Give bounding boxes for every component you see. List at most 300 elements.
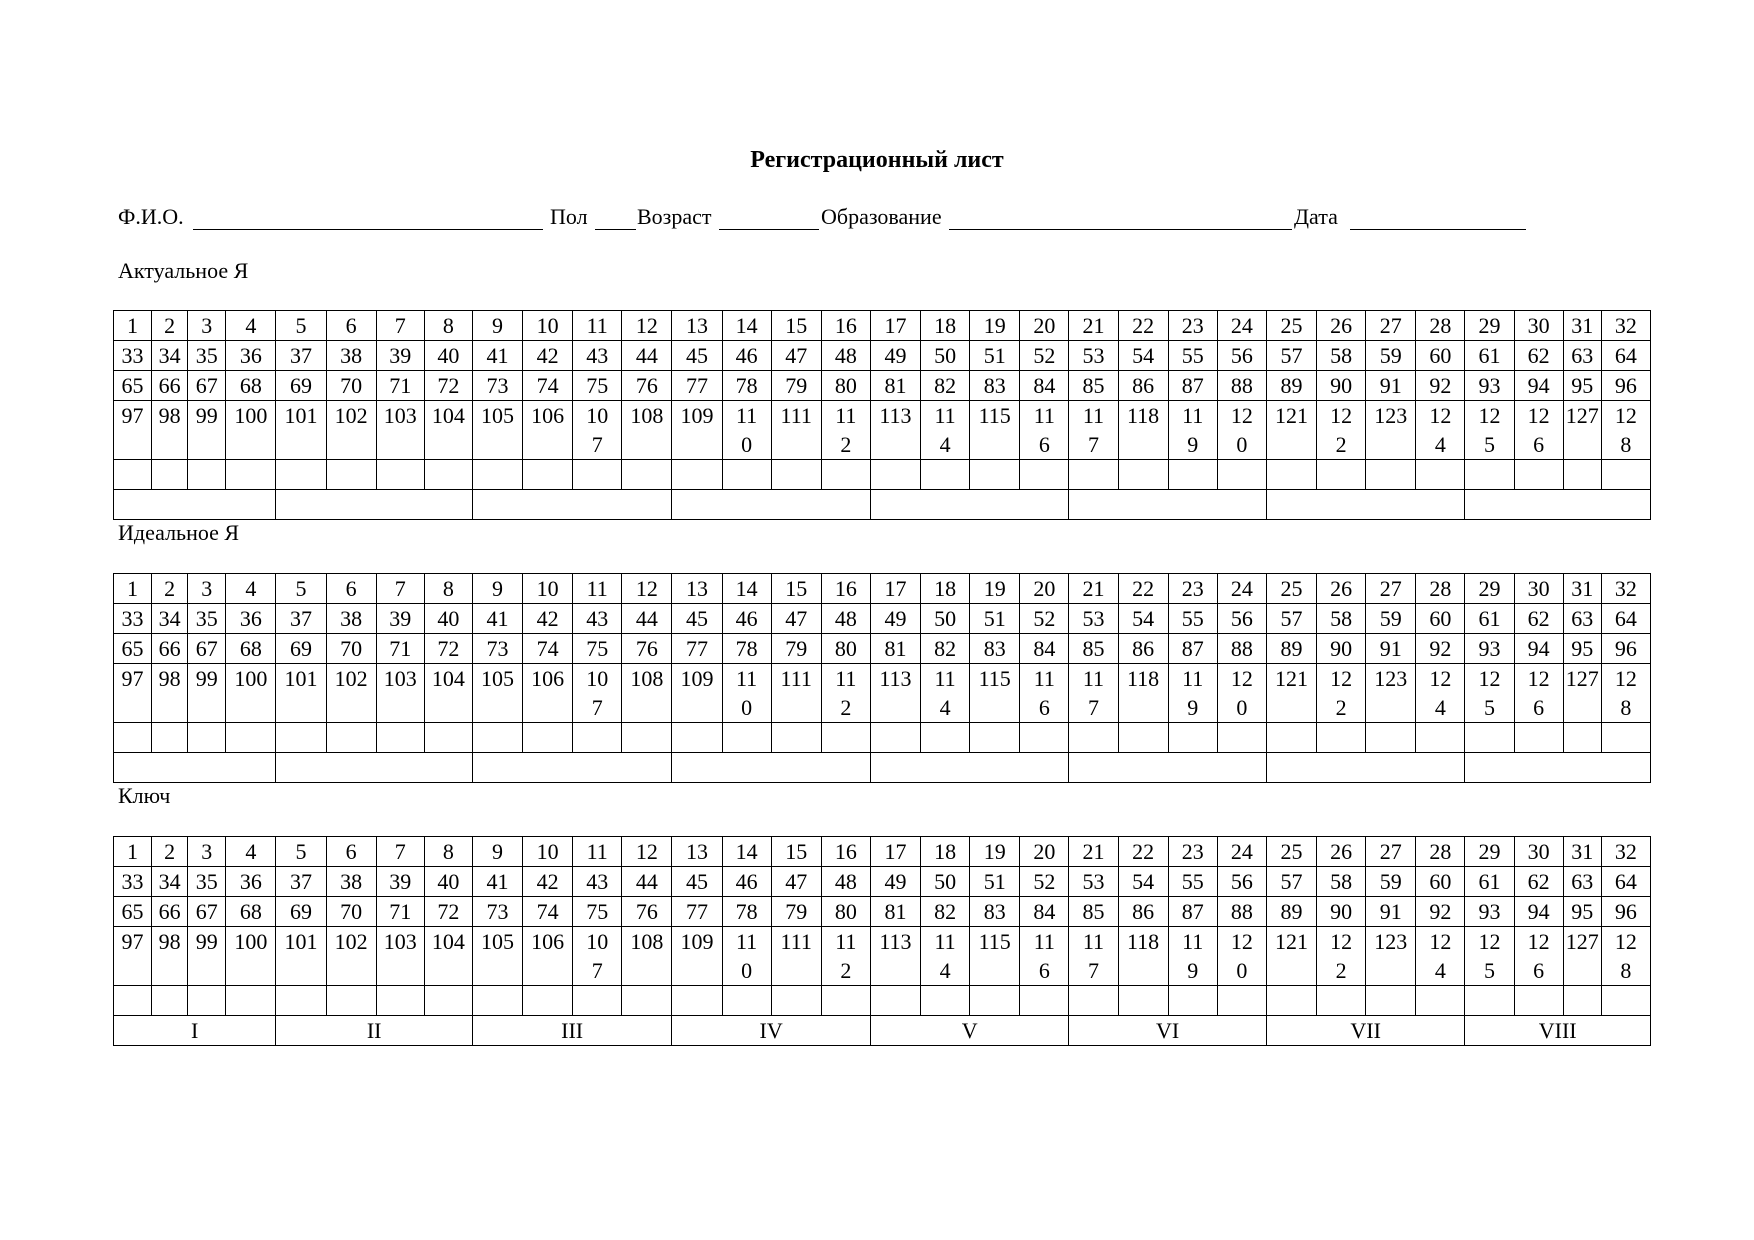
item-number-cell: 41 — [472, 867, 522, 897]
answer-cell[interactable] — [1366, 723, 1416, 753]
answer-cell[interactable] — [114, 460, 152, 490]
answer-cell[interactable] — [1266, 460, 1316, 490]
item-number-cell: 61 — [1465, 341, 1514, 371]
item-row — [114, 401, 1651, 460]
item-number-cell: 104 — [424, 664, 472, 723]
item-number-cell: 51 — [970, 867, 1020, 897]
answer-cell[interactable] — [1416, 986, 1465, 1016]
answer-cell[interactable] — [970, 986, 1020, 1016]
item-number-cell: 93 — [1465, 371, 1514, 401]
answer-cell[interactable] — [573, 460, 622, 490]
item-number-cell: 21 — [1069, 574, 1118, 604]
item-number-cell: 49 — [870, 867, 920, 897]
answer-cell[interactable] — [821, 460, 870, 490]
item-number-cell: 1 — [114, 311, 152, 341]
item-number-cell: 94 — [1514, 371, 1563, 401]
answer-cell[interactable] — [1514, 986, 1563, 1016]
item-number-cell: 123 — [1366, 401, 1416, 460]
answer-cell[interactable] — [1601, 460, 1650, 490]
answer-cell[interactable] — [376, 460, 424, 490]
answer-cell[interactable] — [114, 986, 152, 1016]
item-number-cell: 47 — [771, 867, 821, 897]
item-number-cell: 30 — [1514, 837, 1563, 867]
answer-cell[interactable] — [1601, 986, 1650, 1016]
answer-cell[interactable] — [970, 460, 1020, 490]
item-number-cell: 5 — [276, 574, 326, 604]
personal-info-row — [118, 204, 1618, 232]
answer-cell[interactable] — [921, 986, 970, 1016]
answer-cell[interactable] — [226, 723, 276, 753]
item-number-cell: 88 — [1217, 634, 1266, 664]
item-number-cell: 3 — [188, 837, 226, 867]
item-number-cell: 110 — [722, 401, 771, 460]
item-number-cell: 38 — [326, 604, 376, 634]
item-number-cell: 102 — [326, 401, 376, 460]
item-number-cell: 33 — [114, 867, 152, 897]
item-row — [114, 664, 1651, 723]
item-number-cell: 122 — [1317, 927, 1366, 986]
item-number-cell: 55 — [1168, 341, 1217, 371]
item-number-cell: 48 — [821, 867, 870, 897]
item-number-cell: 39 — [376, 341, 424, 371]
answer-cell[interactable] — [921, 723, 970, 753]
answer-cell[interactable] — [376, 986, 424, 1016]
answer-cell[interactable] — [188, 723, 226, 753]
item-row — [114, 897, 1651, 927]
item-number-cell: 106 — [523, 664, 573, 723]
item-number-cell: 2 — [152, 311, 188, 341]
item-number-cell: 21 — [1069, 837, 1118, 867]
item-number-cell: 87 — [1168, 634, 1217, 664]
answer-cell[interactable] — [1416, 460, 1465, 490]
item-number-cell: 6 — [326, 574, 376, 604]
answer-cell[interactable] — [1020, 723, 1069, 753]
item-number-cell: 125 — [1465, 927, 1514, 986]
octant-total-cell[interactable] — [870, 753, 1069, 783]
item-number-cell: 46 — [722, 867, 771, 897]
item-number-cell: 14 — [722, 837, 771, 867]
item-number-cell: 2 — [152, 837, 188, 867]
item-number-cell: 7 — [376, 837, 424, 867]
answer-cell[interactable] — [1168, 986, 1217, 1016]
item-number-cell: 77 — [672, 634, 722, 664]
answer-cell[interactable] — [573, 986, 622, 1016]
item-number-cell: 92 — [1416, 897, 1465, 927]
item-number-cell: 107 — [573, 927, 622, 986]
item-number-cell: 44 — [622, 604, 672, 634]
answer-cell[interactable] — [114, 723, 152, 753]
answer-cell[interactable] — [523, 460, 573, 490]
answer-cell[interactable] — [1020, 986, 1069, 1016]
item-number-cell: 56 — [1217, 341, 1266, 371]
item-number-cell: 78 — [722, 897, 771, 927]
answer-cell[interactable] — [970, 723, 1020, 753]
item-number-cell: 14 — [722, 311, 771, 341]
answer-cell[interactable] — [326, 460, 376, 490]
item-number-cell: 80 — [821, 634, 870, 664]
item-number-cell: 7 — [376, 574, 424, 604]
item-number-cell: 104 — [424, 927, 472, 986]
octant-row — [114, 490, 1651, 520]
item-number-cell: 101 — [276, 927, 326, 986]
answer-cell[interactable] — [226, 460, 276, 490]
gender-blank[interactable] — [595, 204, 636, 230]
item-number-cell: 78 — [722, 634, 771, 664]
octant-total-cell[interactable] — [114, 753, 276, 783]
item-number-cell: 16 — [821, 574, 870, 604]
item-number-cell: 31 — [1563, 574, 1601, 604]
answer-cell[interactable] — [622, 460, 672, 490]
item-number-cell: 81 — [870, 634, 920, 664]
answer-cell[interactable] — [1563, 986, 1601, 1016]
octant-total-cell[interactable] — [1069, 490, 1267, 520]
answer-cell[interactable] — [1563, 460, 1601, 490]
item-number-cell: 123 — [1366, 664, 1416, 723]
item-number-cell: 102 — [326, 927, 376, 986]
item-number-cell: 19 — [970, 574, 1020, 604]
item-number-cell: 54 — [1118, 341, 1168, 371]
octant-total-cell[interactable] — [1465, 753, 1651, 783]
answer-cell[interactable] — [152, 723, 188, 753]
item-number-cell: 128 — [1601, 927, 1650, 986]
item-number-cell: 18 — [921, 837, 970, 867]
answer-cell[interactable] — [722, 986, 771, 1016]
item-number-cell: 35 — [188, 341, 226, 371]
actual-self-grid — [113, 310, 1651, 520]
item-number-cell: 46 — [722, 604, 771, 634]
item-number-cell: 15 — [771, 311, 821, 341]
item-number-cell: 11 — [573, 574, 622, 604]
item-number-cell: 98 — [152, 927, 188, 986]
item-number-cell: 28 — [1416, 837, 1465, 867]
answer-cell[interactable] — [326, 986, 376, 1016]
item-number-cell: 89 — [1266, 371, 1316, 401]
item-number-cell: 40 — [424, 604, 472, 634]
item-number-cell: 121 — [1266, 401, 1316, 460]
answer-cell[interactable] — [1069, 723, 1118, 753]
answer-cell[interactable] — [472, 986, 522, 1016]
item-number-cell: 32 — [1601, 837, 1650, 867]
item-number-cell: 19 — [970, 837, 1020, 867]
item-number-cell: 98 — [152, 401, 188, 460]
item-number-cell: 18 — [921, 311, 970, 341]
octant-label: VI — [1069, 1016, 1267, 1046]
item-number-cell: 40 — [424, 867, 472, 897]
item-number-cell: 94 — [1514, 634, 1563, 664]
item-number-cell: 19 — [970, 311, 1020, 341]
item-number-cell: 50 — [921, 341, 970, 371]
item-number-cell: 97 — [114, 401, 152, 460]
item-number-cell: 99 — [188, 927, 226, 986]
answer-cell[interactable] — [1465, 723, 1514, 753]
item-number-cell: 123 — [1366, 927, 1416, 986]
item-number-cell: 80 — [821, 371, 870, 401]
answer-cell[interactable] — [152, 460, 188, 490]
item-number-cell: 16 — [821, 837, 870, 867]
item-number-cell: 96 — [1601, 371, 1650, 401]
answer-cell[interactable] — [1217, 986, 1266, 1016]
item-number-cell: 87 — [1168, 371, 1217, 401]
answer-cell[interactable] — [1217, 460, 1266, 490]
answer-cell[interactable] — [424, 986, 472, 1016]
answer-cell[interactable] — [424, 723, 472, 753]
item-number-cell: 68 — [226, 371, 276, 401]
answer-cell[interactable] — [1416, 723, 1465, 753]
item-number-cell: 112 — [821, 401, 870, 460]
octant-total-cell[interactable] — [276, 490, 473, 520]
item-number-cell: 114 — [921, 401, 970, 460]
item-number-cell: 109 — [672, 927, 722, 986]
answer-cell[interactable] — [1118, 986, 1168, 1016]
answer-cell[interactable] — [1317, 723, 1366, 753]
answer-cell[interactable] — [1069, 460, 1118, 490]
answer-cell[interactable] — [1465, 460, 1514, 490]
item-number-cell: 78 — [722, 371, 771, 401]
octant-total-cell[interactable] — [870, 490, 1069, 520]
item-number-cell: 37 — [276, 341, 326, 371]
item-number-cell: 72 — [424, 634, 472, 664]
item-number-cell: 112 — [821, 664, 870, 723]
octant-total-cell[interactable] — [1266, 753, 1465, 783]
item-number-cell: 49 — [870, 604, 920, 634]
item-number-cell: 75 — [573, 371, 622, 401]
item-number-cell: 92 — [1416, 371, 1465, 401]
item-number-cell: 7 — [376, 311, 424, 341]
item-number-cell: 73 — [472, 634, 522, 664]
answer-cell[interactable] — [276, 986, 326, 1016]
item-number-cell: 93 — [1465, 897, 1514, 927]
octant-total-cell[interactable] — [672, 490, 871, 520]
item-number-cell: 105 — [472, 664, 522, 723]
item-number-cell: 124 — [1416, 664, 1465, 723]
item-number-cell: 57 — [1266, 604, 1316, 634]
item-number-cell: 52 — [1020, 867, 1069, 897]
item-number-cell: 110 — [722, 664, 771, 723]
item-number-cell: 77 — [672, 371, 722, 401]
item-number-cell: 43 — [573, 867, 622, 897]
item-row — [114, 341, 1651, 371]
answer-cell[interactable] — [276, 723, 326, 753]
octant-total-cell[interactable] — [672, 753, 871, 783]
item-row — [114, 604, 1651, 634]
answer-cell[interactable] — [226, 986, 276, 1016]
answer-cell[interactable] — [921, 460, 970, 490]
item-number-cell: 35 — [188, 867, 226, 897]
answer-cell[interactable] — [1118, 460, 1168, 490]
item-row — [114, 837, 1651, 867]
answer-cell[interactable] — [672, 460, 722, 490]
answer-cell[interactable] — [1020, 460, 1069, 490]
item-number-cell: 84 — [1020, 897, 1069, 927]
answer-cell[interactable] — [870, 460, 920, 490]
item-number-cell: 86 — [1118, 634, 1168, 664]
item-number-cell: 118 — [1118, 664, 1168, 723]
octant-total-cell[interactable] — [1069, 753, 1267, 783]
octant-total-cell[interactable] — [276, 753, 473, 783]
answer-cell[interactable] — [472, 460, 522, 490]
octant-total-cell[interactable] — [1465, 490, 1651, 520]
item-number-cell: 34 — [152, 341, 188, 371]
answer-cell[interactable] — [672, 986, 722, 1016]
answer-cell[interactable] — [771, 986, 821, 1016]
answer-cell[interactable] — [523, 723, 573, 753]
item-number-cell: 33 — [114, 341, 152, 371]
answer-cell[interactable] — [1168, 723, 1217, 753]
answer-cell[interactable] — [1317, 460, 1366, 490]
octant-label: IV — [672, 1016, 871, 1046]
item-number-cell: 107 — [573, 401, 622, 460]
item-number-cell: 36 — [226, 341, 276, 371]
section-label-actual: Актуальное Я — [118, 258, 249, 283]
answer-cell[interactable] — [1069, 986, 1118, 1016]
item-number-cell: 124 — [1416, 401, 1465, 460]
item-number-cell: 113 — [870, 927, 920, 986]
item-number-cell: 128 — [1601, 664, 1650, 723]
answer-cell[interactable] — [1118, 723, 1168, 753]
item-number-cell: 93 — [1465, 634, 1514, 664]
answer-cell[interactable] — [771, 460, 821, 490]
answer-cell[interactable] — [188, 986, 226, 1016]
item-number-cell: 72 — [424, 897, 472, 927]
answer-cell[interactable] — [821, 723, 870, 753]
item-number-cell: 91 — [1366, 897, 1416, 927]
answer-cell[interactable] — [870, 723, 920, 753]
answer-cell[interactable] — [1168, 460, 1217, 490]
item-number-cell: 97 — [114, 664, 152, 723]
ideal-self-grid — [113, 573, 1651, 783]
octant-total-cell[interactable] — [472, 753, 672, 783]
answer-cell[interactable] — [472, 723, 522, 753]
item-number-cell: 100 — [226, 927, 276, 986]
item-number-cell: 8 — [424, 574, 472, 604]
octant-row — [114, 1016, 1651, 1046]
answer-cell[interactable] — [1366, 460, 1416, 490]
answer-cell[interactable] — [573, 723, 622, 753]
item-number-cell: 103 — [376, 664, 424, 723]
item-number-cell: 69 — [276, 371, 326, 401]
answer-cell[interactable] — [771, 723, 821, 753]
item-number-cell: 95 — [1563, 371, 1601, 401]
item-number-cell: 3 — [188, 311, 226, 341]
answer-cell[interactable] — [821, 986, 870, 1016]
item-number-cell: 53 — [1069, 341, 1118, 371]
item-number-cell: 115 — [970, 927, 1020, 986]
octant-row — [114, 753, 1651, 783]
answer-cell[interactable] — [1266, 723, 1316, 753]
answer-cell[interactable] — [424, 460, 472, 490]
item-number-cell: 59 — [1366, 341, 1416, 371]
page-title: Регистрационный лист — [750, 147, 1004, 173]
item-number-cell: 11 — [573, 311, 622, 341]
item-number-cell: 29 — [1465, 574, 1514, 604]
fio-label: Ф.И.О. — [118, 204, 184, 229]
item-number-cell: 73 — [472, 371, 522, 401]
item-number-cell: 25 — [1266, 311, 1316, 341]
item-number-cell: 16 — [821, 311, 870, 341]
answer-cell[interactable] — [622, 723, 672, 753]
item-number-cell: 76 — [622, 371, 672, 401]
item-number-cell: 112 — [821, 927, 870, 986]
answer-cell[interactable] — [326, 723, 376, 753]
answer-cell[interactable] — [722, 460, 771, 490]
item-number-cell: 44 — [622, 341, 672, 371]
item-number-cell: 85 — [1069, 371, 1118, 401]
date-label: Дата — [1294, 204, 1338, 229]
item-number-cell: 41 — [472, 604, 522, 634]
item-number-cell: 43 — [573, 341, 622, 371]
answer-cell[interactable] — [188, 460, 226, 490]
answer-cell[interactable] — [1217, 723, 1266, 753]
answer-cell[interactable] — [870, 986, 920, 1016]
item-row — [114, 371, 1651, 401]
item-number-cell: 30 — [1514, 574, 1563, 604]
answer-row — [114, 986, 1651, 1016]
item-number-cell: 90 — [1317, 371, 1366, 401]
item-number-cell: 23 — [1168, 837, 1217, 867]
item-number-cell: 34 — [152, 867, 188, 897]
answer-cell[interactable] — [523, 986, 573, 1016]
age-blank[interactable] — [719, 204, 819, 230]
answer-cell[interactable] — [276, 460, 326, 490]
octant-total-cell[interactable] — [472, 490, 672, 520]
item-number-cell: 49 — [870, 341, 920, 371]
item-number-cell: 13 — [672, 837, 722, 867]
item-number-cell: 57 — [1266, 341, 1316, 371]
answer-cell[interactable] — [622, 986, 672, 1016]
item-number-cell: 116 — [1020, 664, 1069, 723]
item-number-cell: 82 — [921, 371, 970, 401]
item-number-cell: 9 — [472, 574, 522, 604]
octant-label: III — [472, 1016, 672, 1046]
item-number-cell: 76 — [622, 634, 672, 664]
answer-cell[interactable] — [1317, 986, 1366, 1016]
answer-cell[interactable] — [1514, 723, 1563, 753]
item-number-cell: 39 — [376, 867, 424, 897]
fio-blank[interactable] — [193, 204, 543, 230]
item-number-cell: 98 — [152, 664, 188, 723]
answer-cell[interactable] — [376, 723, 424, 753]
item-number-cell: 10 — [523, 837, 573, 867]
item-number-cell: 86 — [1118, 897, 1168, 927]
octant-total-cell[interactable] — [114, 490, 276, 520]
item-number-cell: 45 — [672, 604, 722, 634]
answer-cell[interactable] — [1465, 986, 1514, 1016]
item-number-cell: 9 — [472, 837, 522, 867]
item-number-cell: 120 — [1217, 927, 1266, 986]
item-number-cell: 122 — [1317, 401, 1366, 460]
item-number-cell: 115 — [970, 401, 1020, 460]
answer-cell[interactable] — [1601, 723, 1650, 753]
item-number-cell: 128 — [1601, 401, 1650, 460]
answer-cell[interactable] — [1514, 460, 1563, 490]
octant-total-cell[interactable] — [1266, 490, 1465, 520]
answer-cell[interactable] — [152, 986, 188, 1016]
education-blank[interactable] — [949, 204, 1292, 230]
answer-cell[interactable] — [722, 723, 771, 753]
answer-cell[interactable] — [1266, 986, 1316, 1016]
item-number-cell: 36 — [226, 604, 276, 634]
item-number-cell: 45 — [672, 341, 722, 371]
answer-cell[interactable] — [1366, 986, 1416, 1016]
item-number-cell: 27 — [1366, 574, 1416, 604]
date-blank[interactable] — [1350, 204, 1526, 230]
answer-cell[interactable] — [1563, 723, 1601, 753]
item-number-cell: 126 — [1514, 927, 1563, 986]
item-number-cell: 74 — [523, 634, 573, 664]
item-number-cell: 64 — [1601, 604, 1650, 634]
item-number-cell: 55 — [1168, 867, 1217, 897]
answer-cell[interactable] — [672, 723, 722, 753]
